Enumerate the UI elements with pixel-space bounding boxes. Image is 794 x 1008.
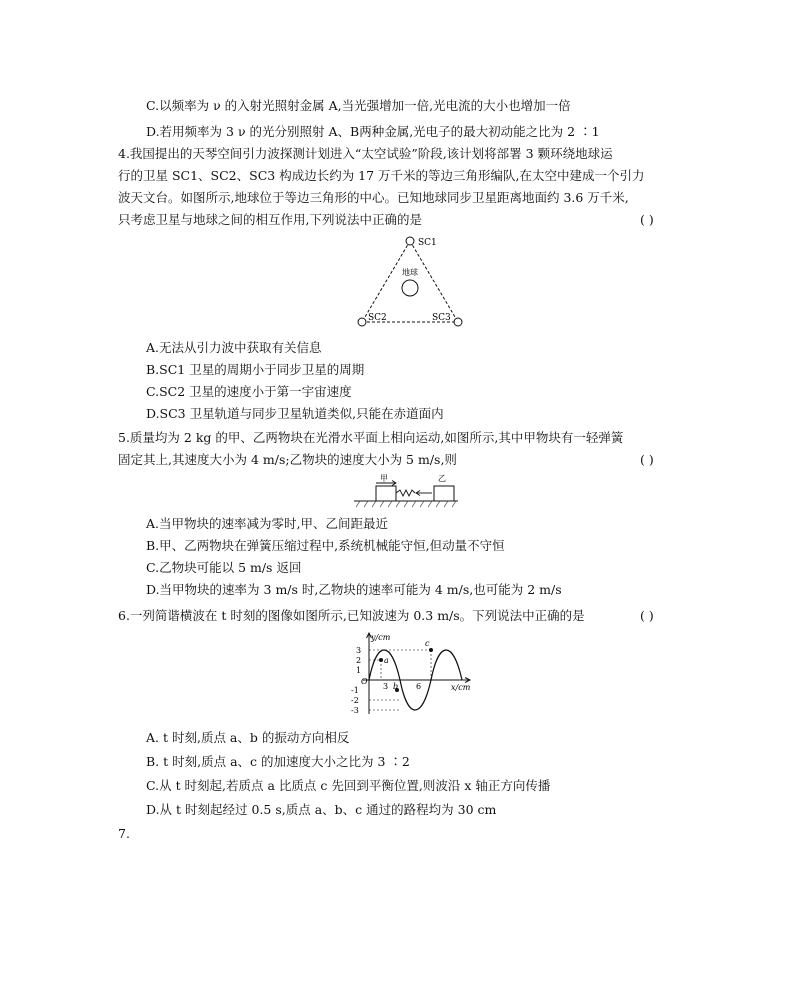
prev-option-d: D.若用频率为 3 ν 的光分别照射 A、B两种金属,光电子的最大初动能之比为 2 ∶1 [146, 124, 600, 139]
y-tick-2: 2 [356, 656, 362, 665]
point-a-label: a [384, 656, 389, 665]
q6-option-d: D.从 t 时刻起经过 0.5 s,质点 a、b、c 通过的路程均为 30 cm [146, 802, 497, 817]
label-sc1: SC1 [418, 238, 437, 248]
satellite-sc3-marker [454, 318, 462, 326]
x-axis-label: x/cm [451, 683, 471, 692]
x-tick-3: 3 [383, 682, 389, 691]
y-tick-1: 1 [356, 666, 362, 675]
satellite-sc2-marker [358, 318, 366, 326]
q5-blocks-figure [350, 472, 462, 508]
q5-option-d: D.当甲物块的速率为 3 m/s 时,乙物块的速率可能为 4 m/s,也可能为 2 m/s [146, 582, 562, 597]
q4-stem-line-3: 波天文台。如图所示,地球位于等边三角形的中心。已知地球同步卫星距离地面约 3.6 万千米, [118, 190, 629, 205]
q4-option-b: B.SC1 卫星的周期小于同步卫星的周期 [146, 362, 365, 377]
y-tick-minus2: -2 [351, 696, 359, 705]
q4-option-a: A.无法从引力波中获取有关信息 [146, 340, 322, 355]
block-jia [376, 486, 396, 501]
q4-option-c: C.SC2 卫星的速度小于第一宇宙速度 [146, 384, 352, 399]
point-a [379, 658, 383, 662]
q4-stem-line-2: 行的卫星 SC1、SC2、SC3 构成边长约为 17 万千米的等边三角形编队,在太空中建成一个引力 [118, 168, 645, 183]
triangle-edge-right [410, 241, 458, 322]
q6-option-b: B. t 时刻,质点 a、c 的加速度大小之比为 3 ∶2 [146, 754, 410, 769]
q4-option-d: D.SC3 卫星轨道与同步卫星轨道类似,只能在赤道面内 [146, 406, 444, 421]
y-axis-label: y/cm [371, 633, 391, 642]
y-tick-minus1: -1 [351, 686, 359, 695]
prev-option-c: C.以频率为 ν 的入射光照射金属 A,当光强增加一倍,光电流的大小也增加一倍 [146, 98, 571, 113]
point-c-label: c [425, 639, 430, 648]
q5-option-b: B.甲、乙两物块在弹簧压缩过程中,系统机械能守恒,但动量不守恒 [146, 538, 505, 553]
q5-option-a: A.当甲物块的速率减为零时,甲、乙间距最近 [146, 516, 388, 531]
q5-option-c: C.乙物块可能以 5 m/s 返回 [146, 560, 302, 575]
earth-marker [402, 280, 418, 296]
q4-satellite-figure [350, 232, 480, 332]
block-yi [434, 486, 454, 501]
q6-option-a: A. t 时刻,质点 a、b 的振动方向相反 [146, 730, 350, 745]
y-tick-minus3: -3 [351, 706, 359, 715]
point-b-label: b [393, 682, 399, 691]
q7-number: 7. [118, 826, 130, 841]
origin-label: O [361, 677, 368, 686]
label-yi: 乙 [438, 474, 446, 483]
q4-stem-line-1: 4.我国提出的天琴空间引力波探测计划进入“太空试验”阶段,该计划将部署 3 颗环绕地球运 [118, 146, 613, 161]
triangle-edge-left [362, 241, 410, 322]
x-tick-6: 6 [416, 682, 422, 691]
q6-answer-paren: ( ) [640, 608, 654, 623]
label-earth: 地球 [402, 268, 418, 277]
satellite-sc1-marker [406, 237, 414, 245]
q6-wave-figure [345, 630, 480, 720]
q5-stem-line-2: 固定其上,其速度大小为 4 m/s;乙物块的速度大小为 5 m/s,则 [118, 452, 457, 467]
ground-hatch [356, 501, 456, 507]
q6-option-c: C.从 t 时刻起,若质点 a 比质点 c 先回到平衡位置,则波沿 x 轴正方向传播 [146, 778, 551, 793]
q4-answer-paren: ( ) [640, 212, 654, 227]
label-sc2: SC2 [368, 313, 387, 323]
q4-stem-line-4: 只考虑卫星与地球之间的相互作用,下列说法中正确的是 [118, 212, 422, 227]
point-c [429, 648, 433, 652]
label-jia: 甲 [380, 474, 388, 483]
spring [396, 490, 415, 496]
q5-answer-paren: ( ) [640, 452, 654, 467]
q6-stem-line-1: 6.一列简谐横波在 t 时刻的图像如图所示,已知波速为 0.3 m/s。下列说法中正确的是 [118, 608, 585, 623]
q5-stem-line-1: 5.质量均为 2 kg 的甲、乙两物块在光滑水平面上相向运动,如图所示,其中甲物块有一轻弹簧 [118, 430, 624, 445]
label-sc3: SC3 [432, 313, 451, 323]
y-tick-3: 3 [356, 646, 362, 655]
